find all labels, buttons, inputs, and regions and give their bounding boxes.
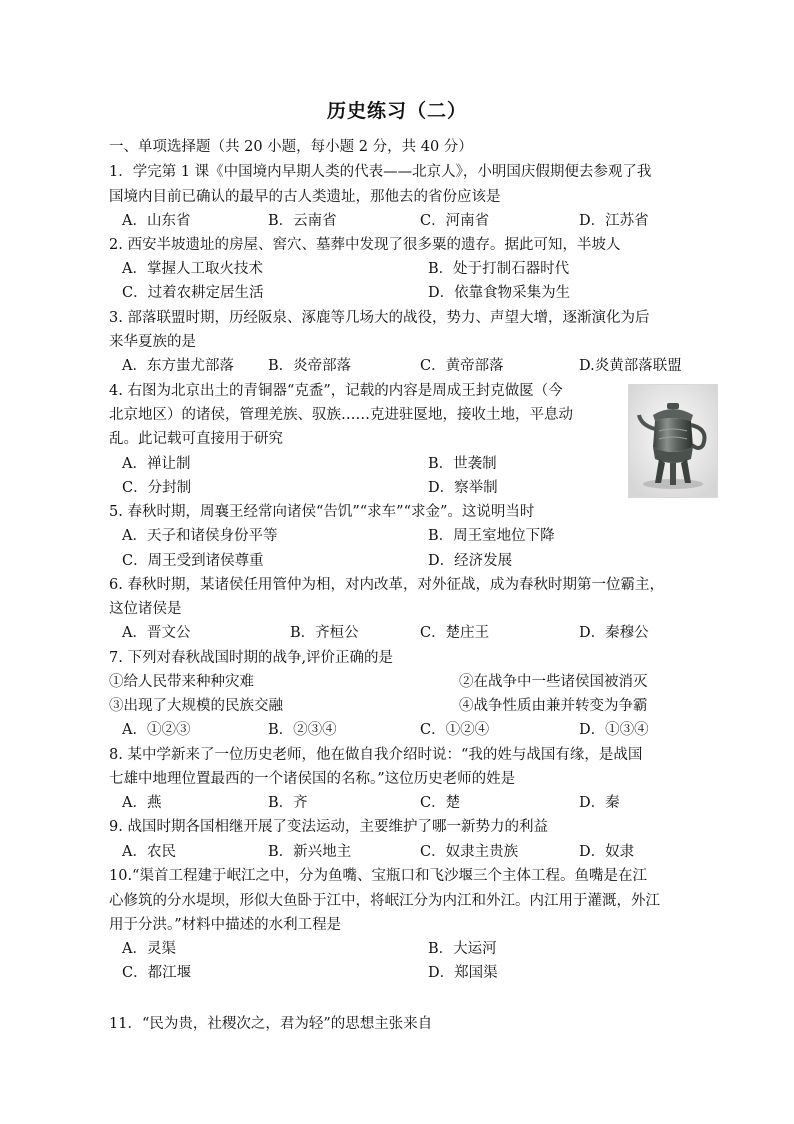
question-7-statement-4: ④战争性质由兼并转变为争霸 <box>459 698 648 714</box>
question-10-option-d: D．郑国渠 <box>428 965 498 981</box>
question-7-statement-2: ②在战争中一些诸侯国被消灭 <box>459 674 648 690</box>
question-10-line-1: 10.“渠首工程建于岷江之中，分为鱼嘴、宝瓶口和飞沙堰三个主体工程。鱼嘴是在江 <box>109 868 647 884</box>
question-4-option-b: B．世袭制 <box>428 456 497 472</box>
question-9-option-a: A．农民 <box>122 844 176 860</box>
question-3-option-c: C．黄帝部落 <box>420 358 504 374</box>
question-8-option-b: B．齐 <box>268 795 308 811</box>
question-9-line-1: 9. 战国时期各国相继开展了变法运动，主要维护了哪一新势力的利益 <box>109 819 548 835</box>
question-5-option-d: D．经济发展 <box>428 553 513 569</box>
question-1-line-2: 国境内目前已确认的最早的古人类遗址，那他去的省份应该是 <box>109 189 501 205</box>
question-4-line-2: 北京地区）的诸侯，管理羌族、驭族……克进驻匽地，接收土地，平息动 <box>109 407 573 423</box>
question-6-option-a: A．晋文公 <box>122 625 191 641</box>
question-7-option-b: B．②③④ <box>268 722 337 738</box>
question-8-option-a: A．燕 <box>122 795 162 811</box>
question-6-option-c: C．楚庄王 <box>420 625 490 641</box>
question-6-line-1: 6. 春秋时期，某诸侯任用管仲为相，对内改革，对外征战，成为春秋时期第一位霸主， <box>109 577 664 593</box>
question-10-line-3: 用于分洪。”材料中描述的水利工程是 <box>109 917 342 933</box>
question-8-option-d: D．秦 <box>579 795 620 811</box>
question-11-line-1: 11．“民为贵，社稷次之，君为轻”的思想主张来自 <box>109 1016 433 1032</box>
bronze-vessel-photo <box>628 384 718 498</box>
question-4-line-3: 乱。此记载可直接用于研究 <box>109 431 283 447</box>
page-title: 历史练习（二） <box>326 100 467 122</box>
question-3-option-a: A．东方蚩尤部落 <box>122 358 234 374</box>
question-4-option-a: A．禅让制 <box>122 456 191 472</box>
question-7-option-d: D．①③④ <box>579 722 649 738</box>
question-9-option-b: B．新兴地主 <box>268 844 352 860</box>
question-7-statement-1: ①给人民带来种种灾难 <box>109 674 254 690</box>
question-1-option-b: B．云南省 <box>268 213 337 229</box>
question-6-option-b: B．齐桓公 <box>290 625 359 641</box>
question-7-option-c: C．①②④ <box>420 722 490 738</box>
question-10-option-c: C．都江堰 <box>122 965 192 981</box>
question-1-option-a: A．山东省 <box>122 213 191 229</box>
question-1-option-c: C．河南省 <box>420 213 490 229</box>
question-5-line-1: 5. 春秋时期，周襄王经常向诸侯“告饥”“求车”“求金”。这说明当时 <box>109 504 535 520</box>
question-8-line-2: 七雄中地理位置最西的一个诸侯国的名称。”这位历史老师的姓是 <box>109 771 516 787</box>
section-heading: 一、单项选择题（共 20 小题，每小题 2 分，共 40 分） <box>109 139 473 155</box>
question-5-option-a: A．天子和诸侯身份平等 <box>122 528 278 544</box>
question-6-line-2: 这位诸侯是 <box>109 601 182 617</box>
question-2-option-b: B．处于打制石器时代 <box>428 261 570 277</box>
question-10-line-2: 心修筑的分水堤坝，形似大鱼卧于江中，将岷江分为内江和外江。内江用于灌溉，外江 <box>109 893 660 909</box>
question-7-option-a: A．①②③ <box>122 722 191 738</box>
question-2-option-d: D．依靠食物采集为生 <box>428 285 571 301</box>
question-4-line-1: 4. 右图为北京出土的青铜器“克盉”，记载的内容是周成王封克做匽（今 <box>109 383 563 399</box>
question-5-option-c: C．周王受到诸侯尊重 <box>122 553 264 569</box>
question-5-option-b: B．周王室地位下降 <box>428 528 555 544</box>
question-8-line-1: 8. 某中学新来了一位历史老师，他在做自我介绍时说：“我的姓与战国有缘，是战国 <box>109 747 643 763</box>
question-3-line-1: 3. 部落联盟时期，历经阪泉、涿鹿等几场大的战役，势力、声望大增，逐渐演化为后 <box>109 310 650 326</box>
question-3-option-d: D.炎黄部落联盟 <box>579 358 682 374</box>
question-4-option-d: D．察举制 <box>428 480 498 496</box>
question-8-option-c: C．楚 <box>420 795 461 811</box>
bronze-vessel-icon <box>629 385 717 497</box>
question-9-option-c: C．奴隶主贵族 <box>420 844 519 860</box>
question-9-option-d: D．奴隶 <box>579 844 635 860</box>
question-10-option-a: A．灵渠 <box>122 941 176 957</box>
question-6-option-d: D．秦穆公 <box>579 625 649 641</box>
question-3-option-b: B．炎帝部落 <box>268 358 352 374</box>
question-10-option-b: B．大运河 <box>428 941 497 957</box>
question-2-option-c: C．过着农耕定居生活 <box>122 285 264 301</box>
question-2-option-a: A．掌握人工取火技术 <box>122 261 263 277</box>
question-7-statement-3: ③出现了大规模的民族交融 <box>109 698 283 714</box>
question-7-line-1: 7. 下列对春秋战国时期的战争,评价正确的是 <box>109 650 394 666</box>
question-3-line-2: 来华夏族的是 <box>109 334 196 350</box>
question-1-option-d: D．江苏省 <box>579 213 649 229</box>
question-1-line-1: 1．学完第 1 课《中国境内早期人类的代表——北京人》，小明国庆假期便去参观了我 <box>109 164 652 180</box>
question-4-option-c: C．分封制 <box>122 480 192 496</box>
question-2-line-1: 2. 西安半坡遗址的房屋、窖穴、墓葬中发现了很多粟的遗存。据此可知，半坡人 <box>109 237 621 253</box>
